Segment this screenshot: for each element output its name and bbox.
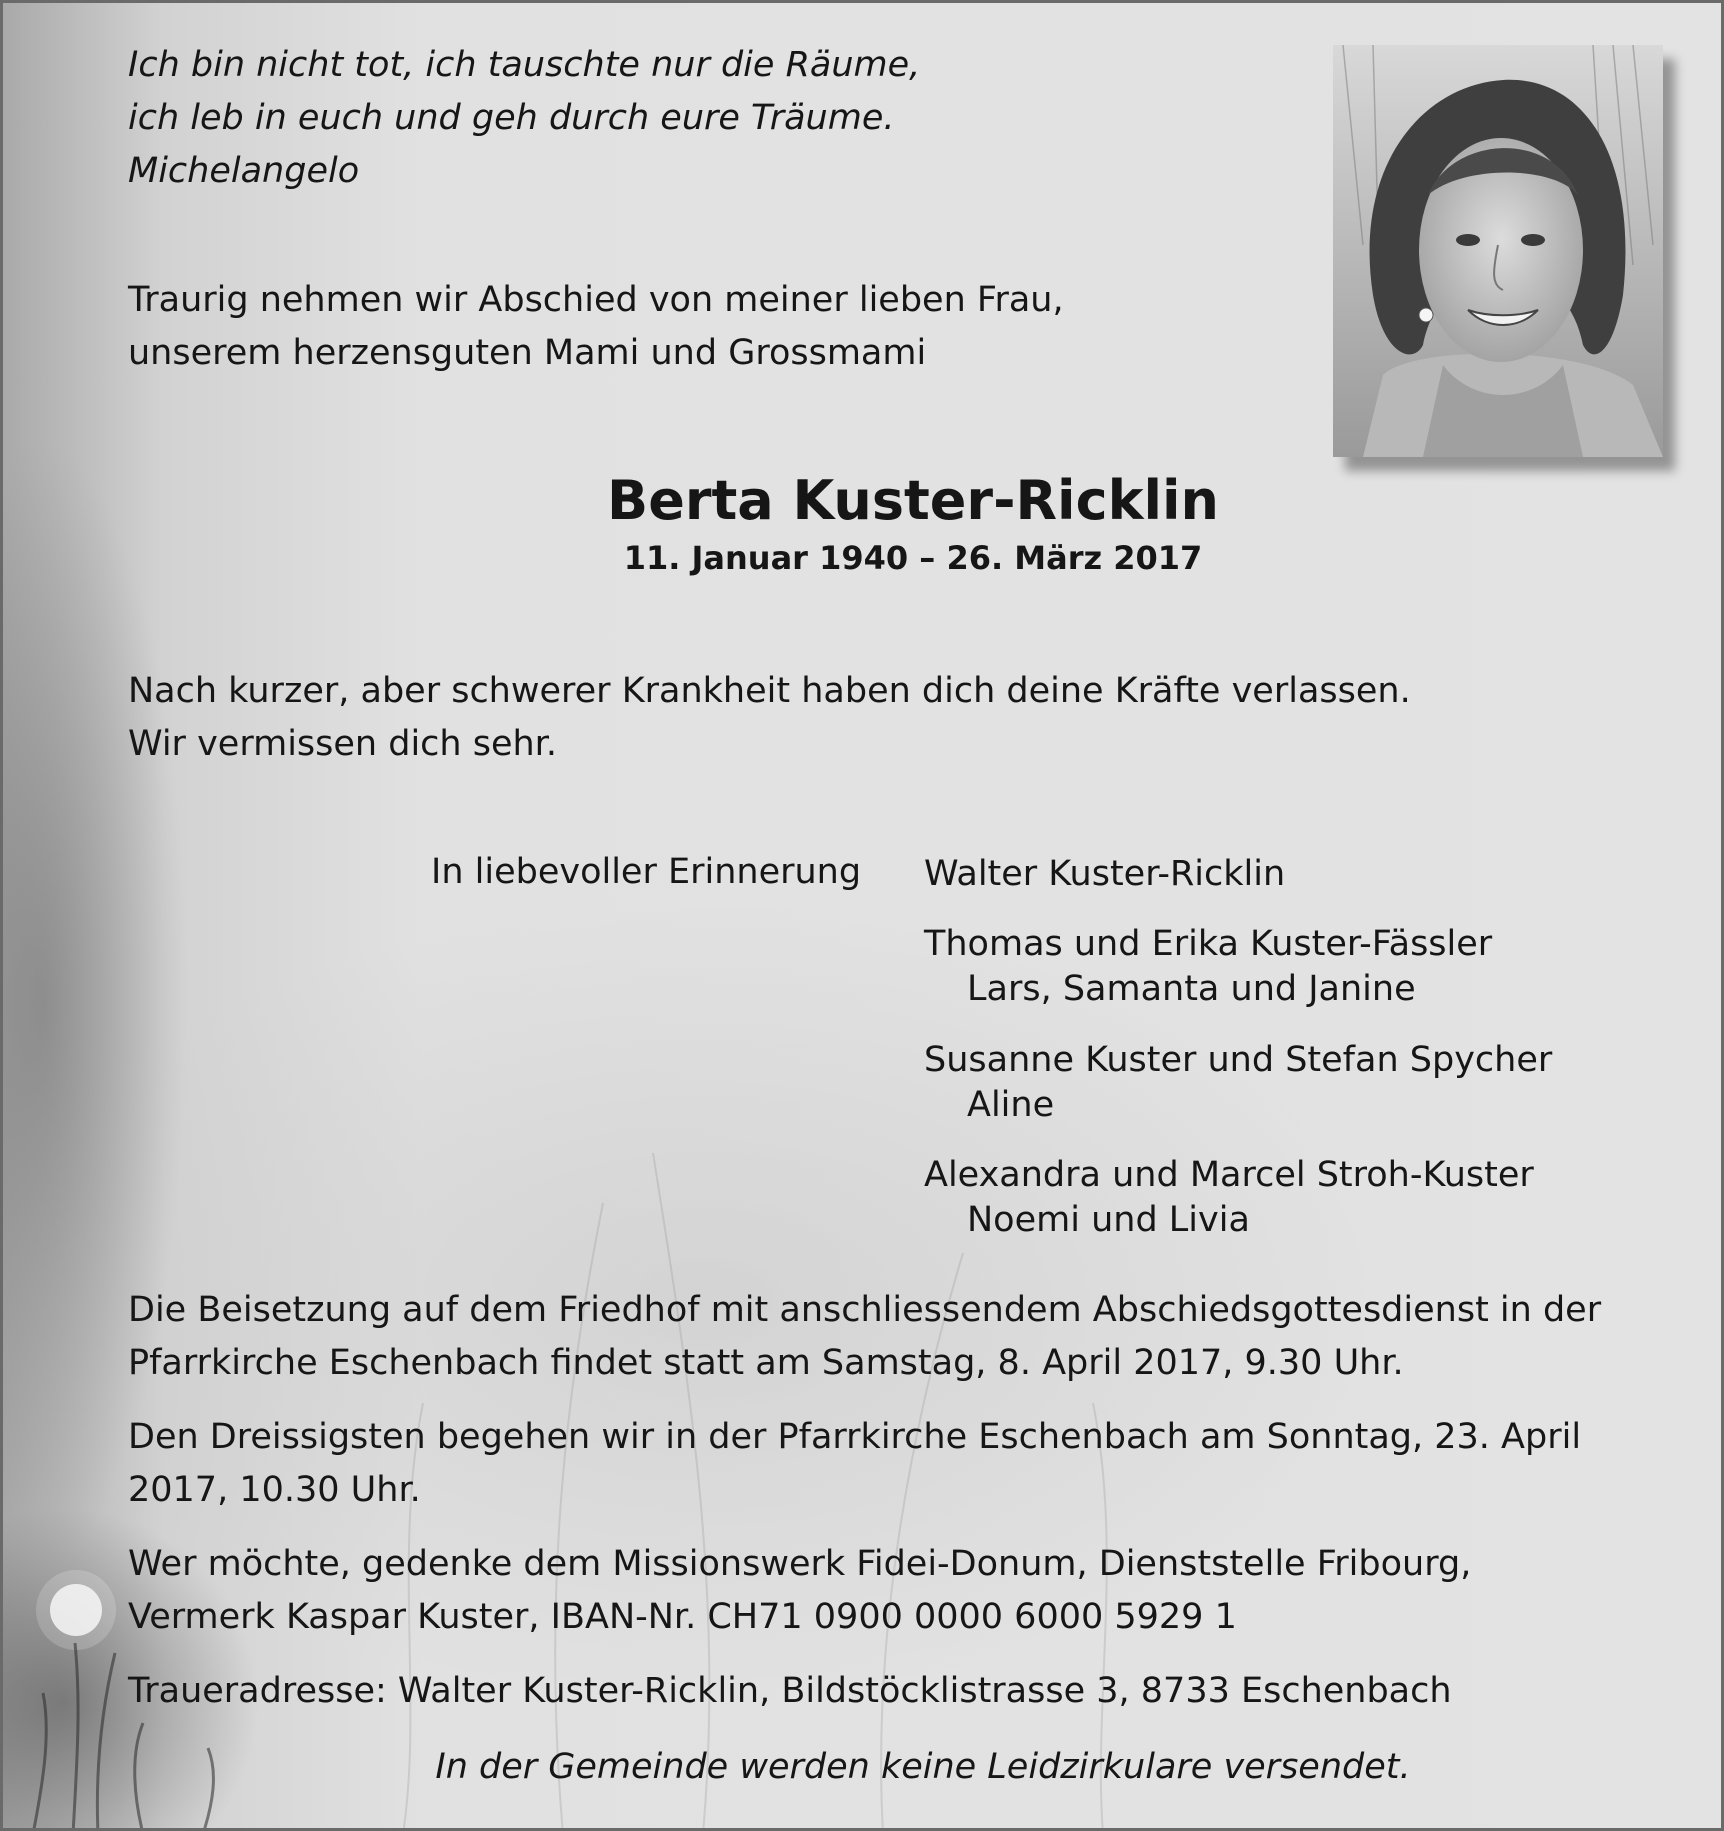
donation-notice-line-2: Vermerk Kaspar Kuster, IBAN-Nr. CH71 0900 0000 6000 5929 1 (128, 1597, 1237, 1637)
closing-note: In der Gemeinde werden keine Leidzirkulare versendet. (435, 1747, 1411, 1787)
life-dates: 11. Januar 1940 – 26. März 2017 (623, 539, 1203, 577)
mourner-family (924, 922, 1492, 1012)
deceased-name: Berta Kuster-Ricklin (607, 469, 1219, 532)
intro-line-2: unserem herzensguten Mami und Grossmami (128, 333, 927, 373)
family-children: Aline (967, 1085, 1055, 1125)
quote-author: Michelangelo (128, 151, 360, 191)
burial-notice-line-2: Pfarrkirche Eschenbach findet statt am Samstag, 8. April 2017, 9.30 Uhr. (128, 1343, 1404, 1383)
family-parents: Alexandra und Marcel Stroh-Kuster (924, 1155, 1534, 1195)
message-line-1: Nach kurzer, aber schwerer Krankheit haben dich deine Kräfte verlassen. (128, 671, 1411, 711)
intro-line-1: Traurig nehmen wir Abschied von meiner lieben Frau, (128, 280, 1064, 320)
burial-notice-line-1: Die Beisetzung auf dem Friedhof mit anschliessendem Abschiedsgottesdienst in der (128, 1290, 1602, 1330)
thirtieth-notice-line-1: Den Dreissigsten begehen wir in der Pfarrkirche Eschenbach am Sonntag, 23. April (128, 1417, 1582, 1457)
family-parents: Thomas und Erika Kuster-Fässler (924, 924, 1493, 964)
mourner-family (924, 1153, 1534, 1243)
mourning-address: Traueradresse: Walter Kuster-Ricklin, Bildstöcklistrasse 3, 8733 Eschenbach (128, 1671, 1452, 1711)
family-parents: Susanne Kuster und Stefan Spycher (924, 1040, 1553, 1080)
message-line-2: Wir vermissen dich sehr. (128, 724, 557, 764)
donation-notice-line-1: Wer möchte, gedenke dem Missionswerk Fidei-Donum, Dienststelle Fribourg, (128, 1544, 1472, 1584)
mourner-family (924, 1038, 1552, 1128)
quote-line-2: ich leb in euch und geh durch eure Träume. (128, 98, 895, 138)
portrait-image (1333, 45, 1663, 457)
portrait-photo (1333, 45, 1663, 457)
quote-line-1: Ich bin nicht tot, ich tauschte nur die Räume, (128, 45, 921, 85)
family-children: Noemi und Livia (967, 1200, 1250, 1240)
mourner-spouse: Walter Kuster-Ricklin (924, 854, 1286, 894)
thirtieth-notice-line-2: 2017, 10.30 Uhr. (128, 1470, 421, 1510)
family-children: Lars, Samanta und Janine (967, 969, 1416, 1009)
mourners-heading: In liebevoller Erinnerung (431, 852, 862, 892)
